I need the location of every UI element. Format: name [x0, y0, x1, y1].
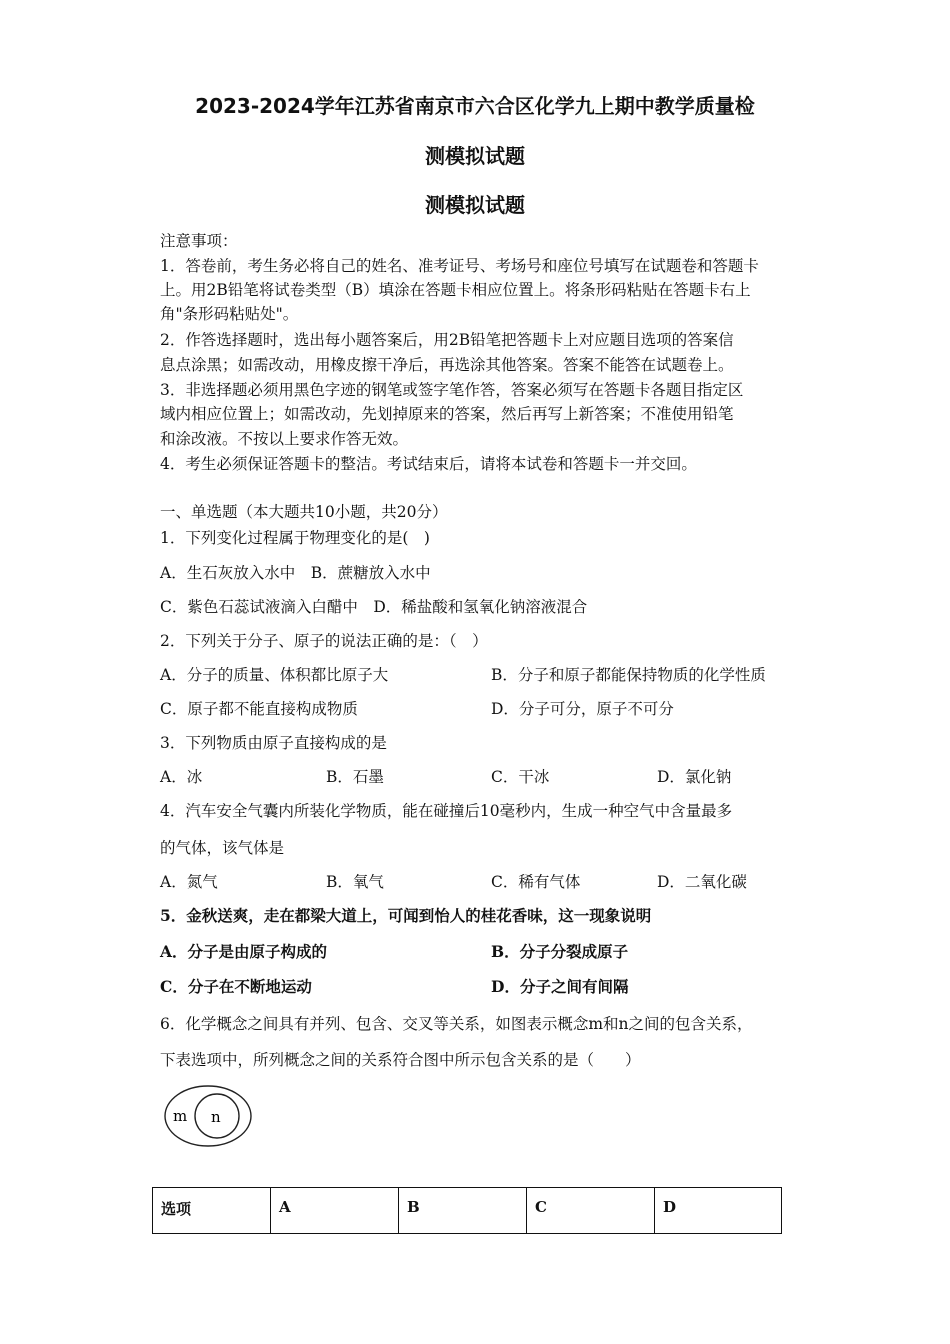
question-4-option-d: D．二氧化碳: [657, 873, 747, 891]
question-6-stem-line-2: 下表选项中，所列概念之间的关系符合图中所示包含关系的是（ ）: [160, 1051, 641, 1069]
table-header-d: D: [663, 1198, 677, 1216]
notice-line: 域内相应位置上；如需改动，先划掉原来的答案，然后再写上新答案；不准使用铅笔: [160, 405, 734, 423]
notice-line: 4．考生必须保证答题卡的整洁。考试结束后，请将本试卷和答题卡一并交回。: [160, 455, 697, 473]
table-header-c: C: [527, 1188, 655, 1233]
question-3-option-b: B．石墨: [326, 768, 384, 786]
notice-line: 1．答卷前，考生务必将自己的姓名、准考证号、考场号和座位号填写在试题卷和答题卡: [160, 257, 759, 275]
label-n: n: [211, 1108, 221, 1126]
question-5-option-a: A．分子是由原子构成的: [160, 942, 328, 961]
question-3-option-a: A．冰: [160, 768, 203, 786]
question-3-option-d: D．氯化钠: [657, 768, 732, 786]
question-1-stem: 1．下列变化过程属于物理变化的是( ): [160, 529, 430, 547]
section-heading: 一、单选题（本大题共10小题，共20分）: [160, 503, 448, 521]
question-4-option-c: C．稀有气体: [491, 873, 581, 891]
question-5-option-b: B．分子分裂成原子: [491, 942, 629, 961]
notice-line: 3．非选择题必须用黑色字迹的钢笔或签字笔作答，答案必须写在答题卡各题目指定区: [160, 381, 744, 399]
question-3-option-c: C．干冰: [491, 768, 550, 786]
question-1-options-cd: C．紫色石蕊试液滴入白醋中 D．稀盐酸和氢氧化钠溶液混合: [160, 598, 588, 616]
question-2-stem: 2．下列关于分子、原子的说法正确的是：（ ）: [160, 632, 488, 650]
notice-line: 和涂改液。不按以上要求作答无效。: [160, 430, 409, 448]
question-3-stem: 3．下列物质由原子直接构成的是: [160, 734, 387, 752]
notice-heading: 注意事项：: [160, 232, 238, 250]
question-4-stem-line-1: 4．汽车安全气囊内所装化学物质，能在碰撞后10毫秒内，生成一种空气中含量最多: [160, 802, 733, 820]
inclusion-diagram: [160, 1080, 260, 1152]
label-m: m: [173, 1107, 188, 1125]
question-2-option-d: D．分子可分，原子不可分: [491, 700, 674, 718]
table-header-option: 选项: [153, 1188, 271, 1233]
question-5-option-d: D．分子之间有间隔: [491, 977, 629, 996]
table-header-b: B: [399, 1188, 527, 1233]
question-1-options-ab: A．生石灰放入水中 B．蔗糖放入水中: [160, 564, 431, 582]
notice-line: 息点涂黑；如需改动，用橡皮擦干净后，再选涂其他答案。答案不能答在试题卷上。: [160, 356, 734, 374]
exam-title-line-3: 测模拟试题: [425, 193, 525, 217]
question-5-stem: 5．金秋送爽，走在都梁大道上，可闻到怡人的桂花香味，这一现象说明: [160, 906, 652, 925]
notice-line: 上。用2B铅笔将试卷类型（B）填涂在答题卡相应位置上。将条形码粘贴在答题卡右上: [160, 281, 751, 299]
question-4-option-a: A．氮气: [160, 873, 218, 891]
question-4-stem-line-2: 的气体，该气体是: [160, 839, 285, 857]
question-5-option-c: C．分子在不断地运动: [160, 977, 312, 996]
table-header-a: A: [271, 1188, 399, 1233]
question-6-stem-line-1: 6．化学概念之间具有并列、包含、交叉等关系，如图表示概念m和n之间的包含关系，: [160, 1015, 753, 1033]
notice-line: 2．作答选择题时，选出每小题答案后，用2B铅笔把答题卡上对应题目选项的答案信: [160, 331, 734, 349]
exam-title-line-2: 测模拟试题: [425, 144, 525, 168]
exam-title-line-1: 2023-2024学年江苏省南京市六合区化学九上期中教学质量检: [195, 94, 755, 118]
question-4-option-b: B．氧气: [326, 873, 384, 891]
notice-line: 角"条形码粘贴处"。: [160, 305, 299, 323]
question-2-option-a: A．分子的质量、体积都比原子大: [160, 666, 389, 684]
question-2-option-c: C．原子都不能直接构成物质: [160, 700, 358, 718]
question-2-option-b: B．分子和原子都能保持物质的化学性质: [491, 666, 766, 684]
options-table: [152, 1187, 782, 1234]
